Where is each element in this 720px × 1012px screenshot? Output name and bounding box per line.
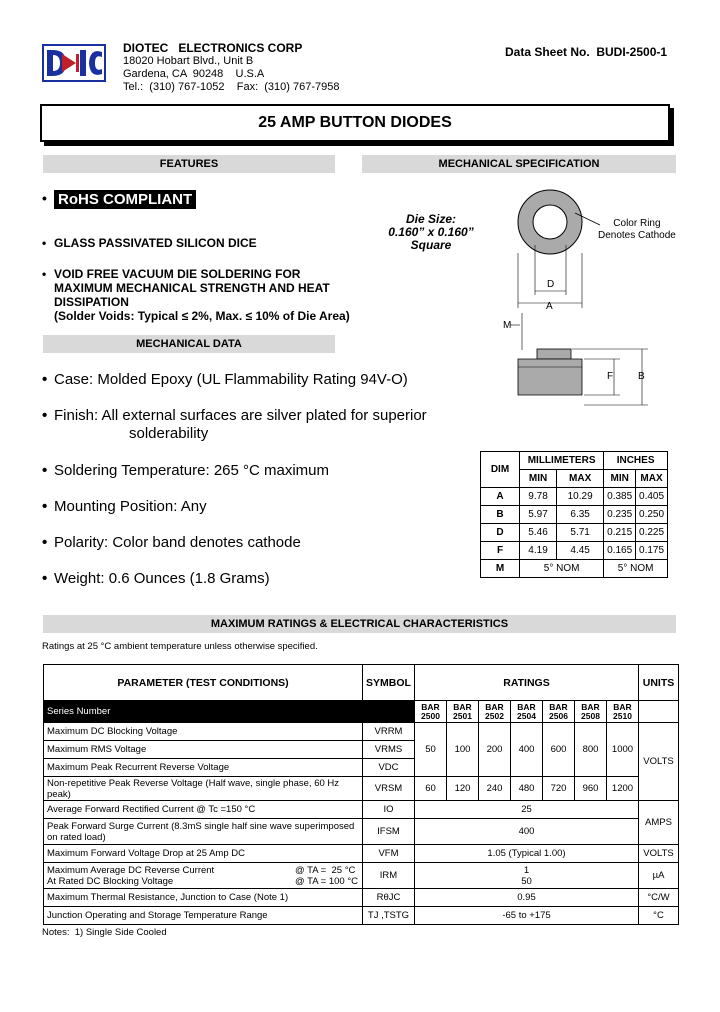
- address-line2: Gardena, CA 90248 U.S.A: [123, 68, 265, 80]
- table-row: Maximum Thermal Resistance, Junction to Case (Note 1) RθJC 0.95 °C/W: [44, 889, 679, 907]
- symbol-header: SYMBOL: [363, 665, 415, 701]
- ratings-note: Ratings at 25 °C ambient temperature unless otherwise specified.: [42, 641, 318, 652]
- rohs-item: • RoHS COMPLIANT: [42, 190, 47, 208]
- table-row: Peak Forward Surge Current (8.3mS single half sine wave superimposed on rated load) IFSM 400: [44, 819, 679, 845]
- mech-item: • Case: Molded Epoxy (UL Flammability Rating 94V-O): [42, 371, 408, 388]
- die-size: Die Size: 0.160” x 0.160” Square: [388, 212, 474, 252]
- mech-item: • Polarity: Color band denotes cathode: [42, 534, 301, 551]
- rohs-badge: RoHS COMPLIANT: [54, 190, 196, 209]
- datasheet-number: Data Sheet No. BUDI-2500-1: [505, 45, 668, 59]
- mechanical-spec-heading: MECHANICAL SPECIFICATION: [362, 155, 676, 173]
- table-row: A 9.78 10.29 0.385 0.405: [481, 488, 668, 506]
- ratings-heading: MAXIMUM RATINGS & ELECTRICAL CHARACTERISTICS: [43, 615, 676, 633]
- color-ring-label: Color Ring Denotes Cathode: [598, 218, 676, 241]
- table-row: B 5.97 6.35 0.235 0.250: [481, 506, 668, 524]
- phone-line: Tel.: (310) 767-1052 Fax: (310) 767-7958: [123, 81, 340, 93]
- notes: Notes: 1) Single Side Cooled: [42, 927, 167, 938]
- table-row: Maximum RMS Voltage VRMS: [44, 741, 679, 759]
- ratings-header: RATINGS: [415, 665, 639, 701]
- mech-item: • Weight: 0.6 Ounces (1.8 Grams): [42, 570, 270, 587]
- dim-label-d: D: [547, 279, 555, 290]
- company-logo: [42, 44, 106, 82]
- dim-label-a: A: [546, 301, 553, 312]
- table-row: Maximum DC Blocking Voltage VRRM 50 100 200 400 600 800 1000 VOLTS: [44, 723, 679, 741]
- table-row: D 5.46 5.71 0.215 0.225: [481, 524, 668, 542]
- table-row: Maximum Average DC Reverse Current At Rated DC Blocking Voltage @ TA = 25 °C @ TA = 100 °C IRM 1 50 µA: [44, 863, 679, 889]
- table-row: Maximum Forward Voltage Drop at 25 Amp DC VFM 1.05 (Typical 1.00) VOLTS: [44, 845, 679, 863]
- mech-item: • Finish: All external surfaces are silver plated for superior solderability: [42, 407, 427, 442]
- page-title: 25 AMP BUTTON DIODES: [40, 104, 670, 142]
- param-header: PARAMETER (TEST CONDITIONS): [44, 665, 363, 701]
- table-row: Junction Operating and Storage Temperature Range TJ ,TSTG -65 to +175 °C: [44, 907, 679, 925]
- mech-item: • Soldering Temperature: 265 °C maximum: [42, 462, 330, 479]
- mech-item: • Mounting Position: Any: [42, 498, 207, 515]
- dim-label-m: M: [503, 320, 512, 331]
- table-row: Maximum Peak Recurrent Reverse Voltage VDC: [44, 759, 679, 777]
- table-row: M 5° NOM 5° NOM: [481, 560, 668, 578]
- units-header: UNITS: [639, 665, 679, 701]
- ratings-table: PARAMETER (TEST CONDITIONS) SYMBOL RATINGS UNITS Series Number BAR 2500 BAR 2501 BAR 2502 BAR 2504 BAR 2506 BAR 2508 BAR 2510 Maximum DC Blocking Voltage VRRM 50 100 200 400 600 800 1000 VOLTS Maximum RMS Voltage VRMS Maximum Peak Recurrent Reverse Voltage VDC Non-repetitive Peak Reverse Voltage (Half wave, single phase, 60 Hz peak) VRSM 60 120 240 480 720 960 1200 Average Forward Rectified Current @ Tc =150 °C IO 25 AMPS Peak Forward Surge Current (8.3mS single half sine wave superimposed on rated load) IFSM 400 Maximum Forward Voltage Drop at 25 Amp DC VFM 1.05 (Typical 1.00) VOLTS Maximum Average DC Reverse Current At Rated DC Blocking Voltage @ TA = 25 °C @ TA = 100 °C IRM 1 50 µA Maximum Thermal Resistance, Junction to Case (Note 1) RθJC 0.95 °C/W Junction Operating and Storage Temperature Range TJ ,TSTG -65 to +175 °C: [43, 664, 679, 925]
- diode-diagram: [480, 185, 670, 415]
- mechanical-data-heading: MECHANICAL DATA: [43, 335, 335, 353]
- table-row: F 4.19 4.45 0.165 0.175: [481, 542, 668, 560]
- address-line1: 18020 Hobart Blvd., Unit B: [123, 55, 254, 67]
- dimension-table: DIM MILLIMETERS INCHES MIN MAX MIN MAX A 9.78 10.29 0.385 0.405 B 5.97 6.35 0.235 0.250 D 5.46 5.71 0.215 0.225 F 4.19 4.45 0.165 0.175 M 5° NOM 5° NOM: [480, 451, 668, 578]
- feature-item: • GLASS PASSIVATED SILICON DICE: [42, 236, 257, 250]
- table-row: Non-repetitive Peak Reverse Voltage (Half wave, single phase, 60 Hz peak) VRSM 60 120 240 480 720 960 1200: [44, 777, 679, 801]
- company-name: DIOTEC ELECTRONICS CORP: [123, 41, 303, 55]
- dim-label-f: F: [607, 371, 614, 382]
- table-row: Average Forward Rectified Current @ Tc =150 °C IO 25 AMPS: [44, 801, 679, 819]
- dim-label-b: B: [638, 371, 645, 382]
- feature-item: • VOID FREE VACUUM DIE SOLDERING FOR MAXIMUM MECHANICAL STRENGTH AND HEAT DISSIPATION (Solder Voids: Typical ≤ 2%, Max. ≤ 10% of Die Area): [42, 267, 350, 323]
- features-heading: FEATURES: [43, 155, 335, 173]
- company-info: [123, 42, 339, 94]
- series-label: Series Number: [44, 701, 363, 723]
